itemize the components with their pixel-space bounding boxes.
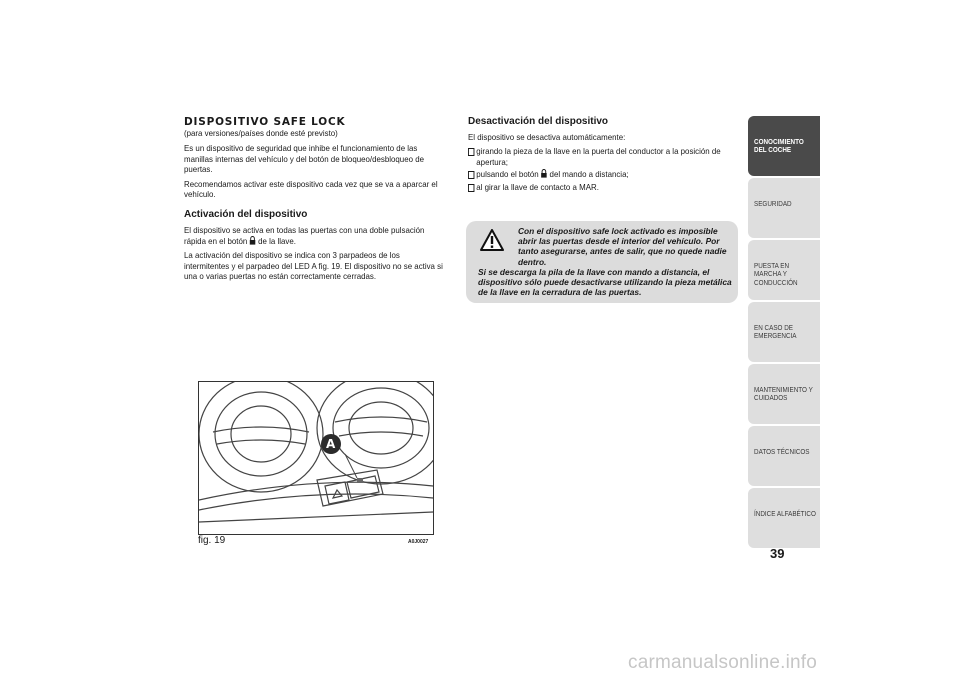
tab-label: SEGURIDAD bbox=[754, 199, 792, 208]
paragraph-activation bbox=[184, 225, 444, 246]
figure-caption: fig. 19 bbox=[198, 535, 226, 546]
activation-text-a: El dispositivo se activa en todas las puertas con una doble pulsación rápida en el botón bbox=[184, 225, 425, 246]
chapter-sidebar bbox=[748, 116, 820, 550]
figure-marker-a: A bbox=[326, 437, 336, 451]
section-subtitle: (para versiones/países donde esté previsto) bbox=[184, 128, 338, 138]
tab-indice-alfabetico[interactable] bbox=[748, 488, 820, 548]
tab-puesta-en-marcha[interactable] bbox=[748, 240, 820, 300]
warning-line-2: Si se descarga la pila de la llave con mando a distancia, el dispositivo sólo puede desactivarse utilizando la pieza metálica de la llave en la cerradura de las puertas. bbox=[478, 266, 732, 298]
list-item: girando la pieza de la llave en la puerta del conductor a la posición de apertura; bbox=[468, 146, 747, 167]
tab-label: MANTENIMIENTO Y CUIDADOS bbox=[754, 385, 813, 403]
watermark: carmanualsonline.info bbox=[628, 652, 818, 673]
tab-datos-tecnicos[interactable] bbox=[748, 426, 820, 486]
figure-code: A0J0027 bbox=[408, 539, 429, 545]
list-item: al girar la llave de contacto a MAR. bbox=[468, 182, 747, 192]
left-column bbox=[184, 116, 446, 285]
deactivation-list bbox=[468, 146, 740, 192]
paragraph-description: Es un dispositivo de seguridad que inhibe el funcionamiento de las manillas internas del vehículo y del botón de bloqueo/desbloqueo de puertas. bbox=[184, 143, 425, 175]
section-title: DISPOSITIVO SAFE LOCK bbox=[184, 116, 346, 128]
lock-icon bbox=[250, 236, 256, 245]
lock-icon bbox=[541, 169, 547, 178]
warning-text bbox=[478, 226, 734, 297]
deactivation-heading: Desactivación del dispositivo bbox=[468, 116, 609, 127]
deactivation-intro: El dispositivo se desactiva automáticamente: bbox=[468, 132, 626, 142]
list-item: pulsando el botón del mando a distancia; bbox=[468, 169, 747, 179]
tab-seguridad[interactable] bbox=[748, 178, 820, 238]
paragraph-recommendation: Recomendamos activar este dispositivo cada vez que se va a aparcar el vehículo. bbox=[184, 178, 438, 200]
checkbox-bullet-icon bbox=[468, 184, 474, 192]
tab-label: CONOCIMIENTO DEL COCHE bbox=[754, 137, 804, 155]
tab-label: PUESTA EN MARCHA Y CONDUCCIÓN bbox=[754, 261, 798, 287]
checkbox-bullet-icon bbox=[468, 148, 474, 156]
tab-label: EN CASO DE EMERGENCIA bbox=[754, 323, 797, 341]
page-number: 39 bbox=[770, 546, 785, 561]
warning-line-1: Con el dispositivo safe lock activado es imposible abrir las puertas desde el interior del vehículo. Por tanto asegurarse, antes de salir, que no quede nadie dentro. bbox=[518, 226, 727, 267]
tab-label: ÍNDICE ALFABÉTICO bbox=[754, 509, 816, 518]
right-column bbox=[468, 116, 740, 196]
paragraph-indication: La activación del dispositivo se indica con 3 parpadeos de los intermitentes y el parpadeo del LED A fig. 19. El dispositivo no se activa si una o varias puertas no están correctamente cerradas. bbox=[184, 250, 443, 282]
warning-box bbox=[466, 221, 738, 303]
tab-mantenimiento[interactable] bbox=[748, 364, 820, 424]
tab-en-caso-de-emergencia[interactable] bbox=[748, 302, 820, 362]
checkbox-bullet-icon bbox=[468, 171, 474, 179]
figure-19 bbox=[198, 381, 434, 535]
tab-label: DATOS TÉCNICOS bbox=[754, 447, 810, 456]
activation-heading: Activación del dispositivo bbox=[184, 209, 308, 221]
tab-conocimiento-del-coche[interactable] bbox=[748, 116, 820, 176]
dashboard-illustration bbox=[199, 382, 433, 534]
activation-text-b: de la llave. bbox=[258, 235, 296, 246]
